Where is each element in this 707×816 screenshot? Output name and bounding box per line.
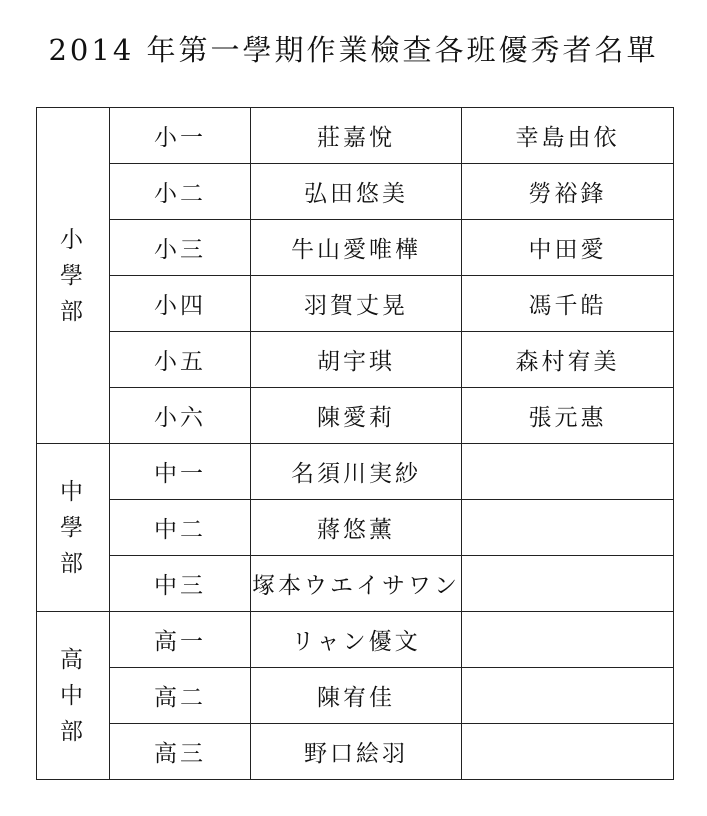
page-title: 2014 年第一學期作業檢查各班優秀者名單	[48, 33, 659, 67]
student-name-cell: 森村宥美	[462, 332, 674, 388]
student-name-cell: 勞裕鋒	[462, 164, 674, 220]
class-cell: 小四	[110, 276, 251, 332]
honor-roll-table	[36, 107, 674, 780]
student-name-cell: 名須川実紗	[251, 444, 462, 500]
table-row	[37, 500, 674, 556]
class-cell: 小一	[110, 108, 251, 164]
class-cell: 高三	[110, 724, 251, 780]
student-name-cell: 陳宥佳	[251, 668, 462, 724]
student-name-cell: 莊嘉悅	[251, 108, 462, 164]
table-row	[37, 388, 674, 444]
table-row	[37, 108, 674, 164]
class-cell: 高二	[110, 668, 251, 724]
student-name-cell: 牛山愛唯樺	[251, 220, 462, 276]
table-row	[37, 612, 674, 668]
class-cell: 中二	[110, 500, 251, 556]
student-name-cell: 張元惠	[462, 388, 674, 444]
student-name-cell: 弘田悠美	[251, 164, 462, 220]
student-name-cell	[462, 444, 674, 500]
student-name-cell	[462, 612, 674, 668]
class-cell: 小二	[110, 164, 251, 220]
division-cell	[37, 108, 110, 444]
table-row	[37, 668, 674, 724]
student-name-cell: 羽賀丈晃	[251, 276, 462, 332]
class-cell: 中三	[110, 556, 251, 612]
student-name-cell: 胡宇琪	[251, 332, 462, 388]
student-name-cell: 幸島由依	[462, 108, 674, 164]
table-row	[37, 724, 674, 780]
division-cell	[37, 612, 110, 780]
division-cell	[37, 444, 110, 612]
student-name-cell: 馮千皓	[462, 276, 674, 332]
class-cell: 小五	[110, 332, 251, 388]
student-name-cell: 中田愛	[462, 220, 674, 276]
student-name-cell: 野口絵羽	[251, 724, 462, 780]
table-row	[37, 556, 674, 612]
student-name-cell	[462, 500, 674, 556]
division-label: 高中部	[60, 646, 86, 745]
student-name-cell: リャン優文	[251, 612, 462, 668]
table-row	[37, 332, 674, 388]
student-name-cell	[462, 668, 674, 724]
student-name-cell	[462, 724, 674, 780]
student-name-cell: 陳愛莉	[251, 388, 462, 444]
table-row	[37, 164, 674, 220]
student-name-cell: 蔣悠薰	[251, 500, 462, 556]
class-cell: 小六	[110, 388, 251, 444]
class-cell: 高一	[110, 612, 251, 668]
division-label: 中學部	[60, 478, 86, 577]
student-name-cell: 塚本ウエイサワン	[251, 556, 462, 612]
table-row	[37, 220, 674, 276]
class-cell: 中一	[110, 444, 251, 500]
division-label: 小學部	[60, 226, 86, 325]
table-row	[37, 276, 674, 332]
class-cell: 小三	[110, 220, 251, 276]
student-name-cell	[462, 556, 674, 612]
table-row	[37, 444, 674, 500]
